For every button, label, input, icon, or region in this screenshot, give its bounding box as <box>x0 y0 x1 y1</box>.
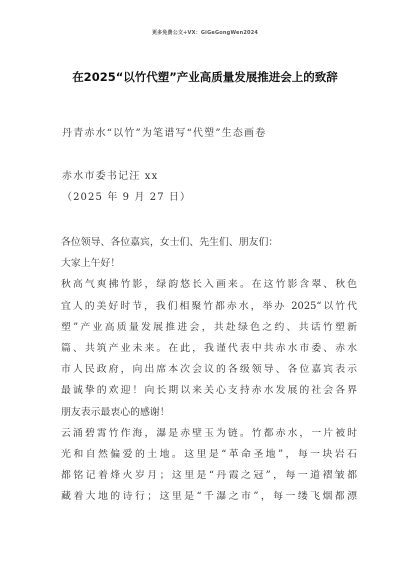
body-line: 篇、共筑产业未来。在此，我谨代表中共赤水市委、赤水 <box>61 342 357 354</box>
date-line: （2025 年 9 月 27 日） <box>62 192 192 203</box>
body-line: 各位领导、各位嘉宾，女士们、先生们、朋友们： <box>61 237 279 248</box>
author-line: 赤水市委书记汪 xx <box>62 171 159 182</box>
body-line: 宜人的美好时节，我们相聚竹都赤水，举办 2025“以竹代 <box>61 300 357 312</box>
body-line: 朋友表示最衷心的感谢！ <box>61 406 170 418</box>
header-note: 更多免费公文+VX：GiGeGongWen2024 <box>151 30 259 36</box>
body-line: 都铭记着烽火岁月；这里是“丹霞之冠”，每一道褶皱都 <box>61 470 357 482</box>
document-subtitle: 丹青赤水“以竹”为笔谱写“代塑”生态画卷 <box>62 128 267 139</box>
body-line: 最诚挚的欢迎！向长期以来关心支持赤水发展的社会各界 <box>61 385 357 397</box>
speech-body <box>61 232 357 507</box>
body-line: 光和自然偏爱的土地。这里是“革命圣地”，每一块岩石 <box>61 448 357 460</box>
body-line: 云涌碧霄竹作海，瀑是赤壁玉为链。竹都赤水，一片被时 <box>61 427 357 439</box>
body-line: 大家上午好！ <box>61 258 121 270</box>
body-line: 秋高气爽拂竹影，绿韵悠长入画来。在这竹影含翠、秋色 <box>61 279 357 291</box>
document-title: 在2025“以竹代塑”产业高质量发展推进会上的致辞 <box>72 70 338 84</box>
body-line: 塑”产业高质量发展推进会，共赴绿色之约、共话竹塑新 <box>61 321 357 333</box>
body-line: 藏着大地的诗行；这里是“千瀑之市”，每一缕飞烟都漂 <box>61 491 357 503</box>
body-line: 市人民政府，向出席本次会议的各级领导、各位嘉宾表示 <box>61 364 357 376</box>
